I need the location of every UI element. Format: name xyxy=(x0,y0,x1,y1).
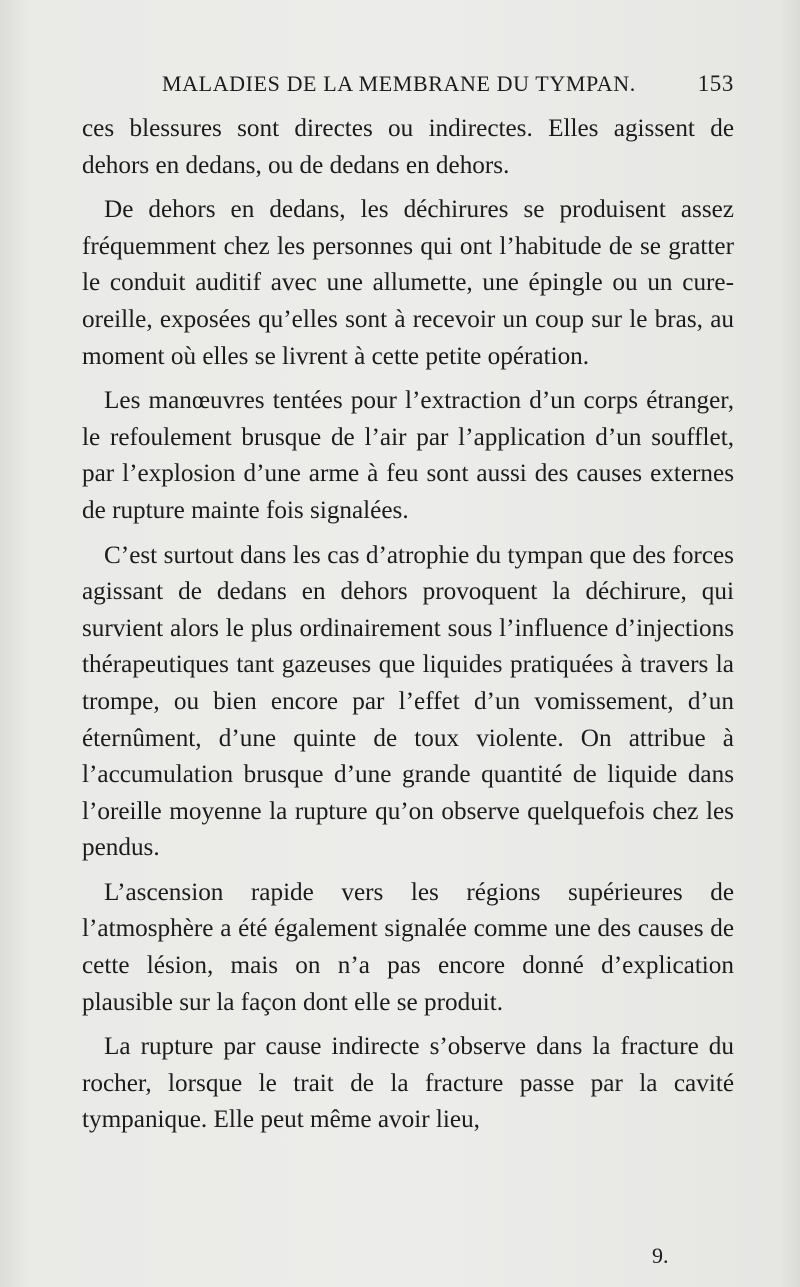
running-title: MALADIES DE LA MEMBRANE DU TYMPAN. xyxy=(162,71,636,96)
paragraph: ces blessures sont directes ou indirectes. Elles agissent de dehors en dedans, ou de dedans en dehors. xyxy=(82,115,734,179)
body-text xyxy=(82,111,734,1147)
paragraph: De dehors en dedans, les déchirures se produisent assez fréquemment chez les personnes qui ont l’habitude de se gratter le conduit auditif avec une allumette, une épingle ou un cure-oreille, exposées qu’elles sont à recevoir un coup sur le bras, au moment où elles se livrent à cette petite opération. xyxy=(82,196,734,370)
paragraph: C’est surtout dans les cas d’atrophie du tympan que des forces agissant de dedans en dehors provoquent la déchirure, qui survient alors le plus ordinairement sous l’influence d’injections thérapeutiques tant gazeuses que liquides pratiquées à travers la trompe, ou bien encore par l’effet d’un vomissement, d’un éternûment, d’une quinte de toux violente. On attribue à l’accumulation brusque d’une grande quantité de liquide dans l’oreille moyenne la rupture qu’on observe quelquefois chez les pendus. xyxy=(82,541,734,862)
signature-mark: 9. xyxy=(652,1243,669,1268)
page-header xyxy=(162,71,734,101)
paragraph: La rupture par cause indirecte s’observe dans la fracture du rocher, lorsque le trait de la fracture passe par la cavité tympanique. Elle peut même avoir lieu, xyxy=(82,1033,734,1134)
page-number: 153 xyxy=(697,71,734,96)
paragraph: L’ascension rapide vers les régions supérieures de l’atmosphère a été également signalée comme une des causes de cette lésion, mais on n’a pas encore donné d’explication plausible sur la façon dont elle se produit. xyxy=(82,878,734,1016)
paragraph: Les manœuvres tentées pour l’extraction d’un corps étranger, le refoulement brusque de l’air par l’application d’un soufflet, par l’explosion d’une arme à feu sont aussi des causes externes de rupture mainte fois signalées. xyxy=(82,387,734,524)
